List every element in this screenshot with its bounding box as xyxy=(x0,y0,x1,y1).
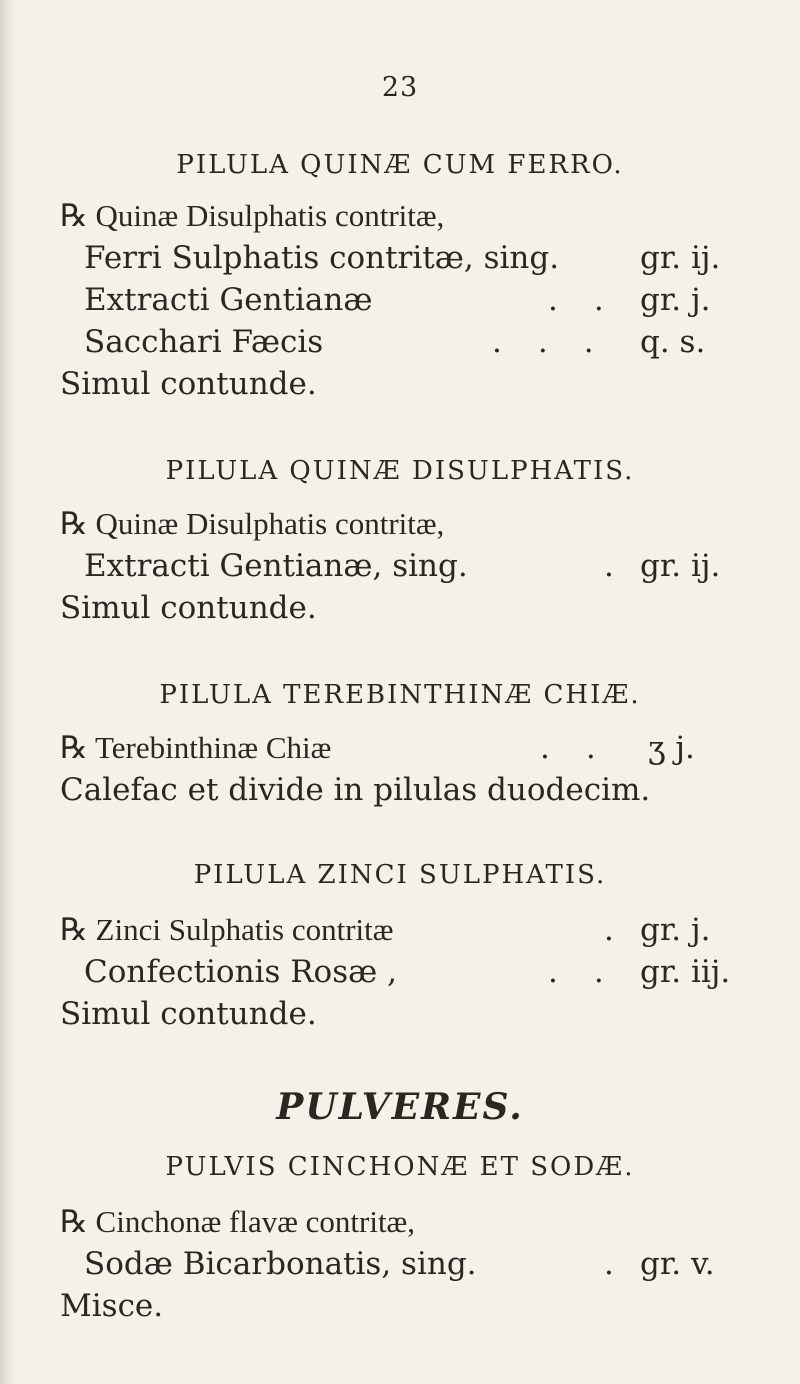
recipe-dose: gr. v. xyxy=(640,1246,715,1282)
recipe-title: PULVIS CINCHONÆ ET SODÆ. xyxy=(165,1152,635,1182)
recipe-dose: gr. j. xyxy=(640,912,711,948)
leader-dots: .. xyxy=(548,282,640,318)
recipe-line: ℞ Terebinthinæ Chiæ xyxy=(60,730,332,765)
recipe-line: Sacchari Fæcis xyxy=(84,324,324,360)
recipe-title: PILULA QUINÆ CUM FERRO. xyxy=(176,150,624,180)
recipe-line: Simul contunde. xyxy=(60,590,317,626)
recipe-dose: gr. iij. xyxy=(640,954,731,990)
recipe-line: Sodæ Bicarbonatis, sing. xyxy=(84,1246,477,1282)
recipe-title: PILULA QUINÆ DISULPHATIS. xyxy=(165,456,635,486)
recipe-line: Calefac et divide in pilulas duodecim. xyxy=(60,772,651,808)
leader-dots: . xyxy=(604,1246,650,1282)
recipe-line: Extracti Gentianæ xyxy=(84,282,373,318)
recipe-line: ℞ Cinchonæ flavæ contritæ, xyxy=(60,1204,415,1239)
recipe-line: ℞ Quinæ Disulphatis contritæ, xyxy=(60,198,445,233)
recipe-line: Simul contunde. xyxy=(60,366,317,402)
recipe-dose: ʒ j. xyxy=(648,730,695,766)
recipe-line: ℞ Quinæ Disulphatis contritæ, xyxy=(60,506,445,541)
recipe-line: Simul contunde. xyxy=(60,996,317,1032)
leader-dots: . xyxy=(604,548,650,584)
recipe-line: Ferri Sulphatis contritæ, sing. xyxy=(84,240,560,276)
leader-dots: .. xyxy=(548,954,640,990)
recipe-title: PILULA TEREBINTHINÆ CHIÆ. xyxy=(159,680,641,710)
recipe-title: PILULA ZINCI SULPHATIS. xyxy=(193,860,607,890)
recipe-line: Extracti Gentianæ, sing. xyxy=(84,548,468,584)
section-heading: PULVERES. xyxy=(276,1086,524,1128)
recipe-dose: q. s. xyxy=(640,324,706,360)
leader-dots: .. xyxy=(540,730,632,766)
leader-dots: ... xyxy=(492,324,630,360)
recipe-line: Confectionis Rosæ , xyxy=(84,954,397,990)
recipe-dose: gr. ij. xyxy=(640,240,721,276)
recipe-line: ℞ Zinci Sulphatis contritæ xyxy=(60,912,394,947)
recipe-dose: gr. j. xyxy=(640,282,711,318)
page-number: 23 xyxy=(381,72,419,103)
recipe-line: Misce. xyxy=(60,1288,164,1324)
leader-dots: . xyxy=(604,912,650,948)
recipe-dose: gr. ij. xyxy=(640,548,721,584)
